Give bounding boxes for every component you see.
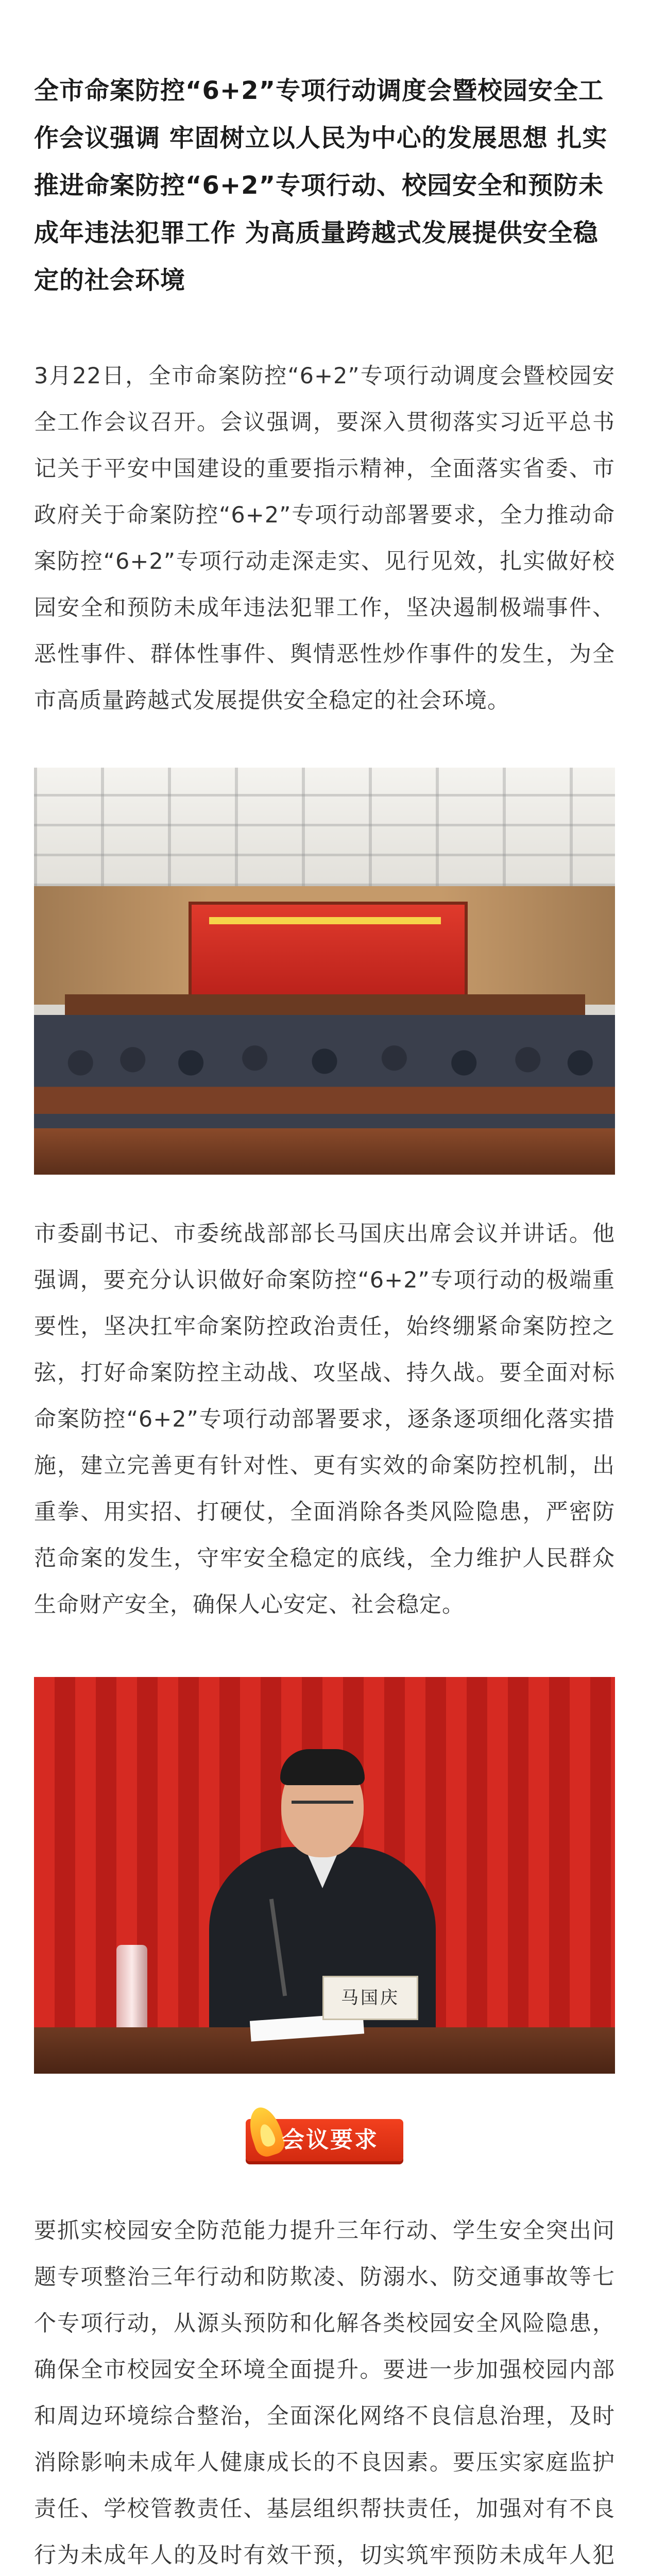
photo-nameplate: 马国庆 [322,1976,418,2020]
section-badge-label: 会议要求 [282,2127,379,2153]
photo-speaker-hair [280,1749,365,1785]
meeting-hall-photo [34,768,615,1175]
article-title: 全市命案防控“6+2”专项行动调度会暨校园安全工作会议强调 牢固树立以人民为中心的发展思想 扎实推进命案防控“6+2”专项行动、校园安全和预防未成年违法犯罪工作 为高质量跨越式发展提供安全稳定的社会环境 [34,76,608,295]
photo-ceiling-grid [34,768,615,886]
paragraph-requirements: 要抓实校园安全防范能力提升三年行动、学生安全突出问题专项整治三年行动和防欺凌、防溺水、防交通事故等七个专项行动，从源头预防和化解各类校园安全风险隐患，确保全市校园安全环境全面提升。要进一步加强校园内部和周边环境综合整治，全面深化网络不良信息治理，及时消除影响未成年人健康成长的不良因素。要压实家庭监护责任、学校管教责任、基层组织帮扶责任，加强对有不良行为未成年人的及时有效干预，切实筑牢预防未成年人犯 [34,2218,615,2568]
section-header-requirements [34,2110,615,2172]
paragraph-speech: 市委副书记、市委统战部部长马国庆出席会议并讲话。他强调，要充分认识做好命案防控“6+2”专项行动的极端重要性，坚决扛牢命案防控政治责任，始终绷紧命案防控之弦，打好命案防控主动战、攻坚战、持久战。要全面对标命案防控“6+2”专项行动部署要求，逐条逐项细化落实措施，建立完善更有针对性、更有实效的命案防控机制，出重拳、用实招、打硬仗，全面消除各类风险隐患，严密防范命案的发生，守牢安全稳定的底线，全力维护人民群众生命财产安全，确保人心安定、社会稳定。 [34,1221,615,1618]
photo-speaker-glasses [292,1801,353,1804]
flame-icon [244,2103,288,2159]
paragraph-intro: 3月22日，全市命案防控“6+2”专项行动调度会暨校园安全工作会议召开。会议强调，要深入贯彻落实习近平总书记关于平安中国建设的重要指示精神，全面落实省委、市政府关于命案防控“6+2”专项行动部署要求，全力推动命案防控“6+2”专项行动走深走实、见行见效，扎实做好校园安全和预防未成年违法犯罪工作，坚决遏制极端事件、恶性事件、群体性事件、舆情恶性炒作事件的发生，为全市高质量跨越式发展提供安全稳定的社会环境。 [34,363,615,714]
photo-screen-banner [209,917,441,924]
photo-front-desks [34,1128,615,1175]
speaker-photo [34,1677,615,2074]
section-badge [246,2119,403,2161]
